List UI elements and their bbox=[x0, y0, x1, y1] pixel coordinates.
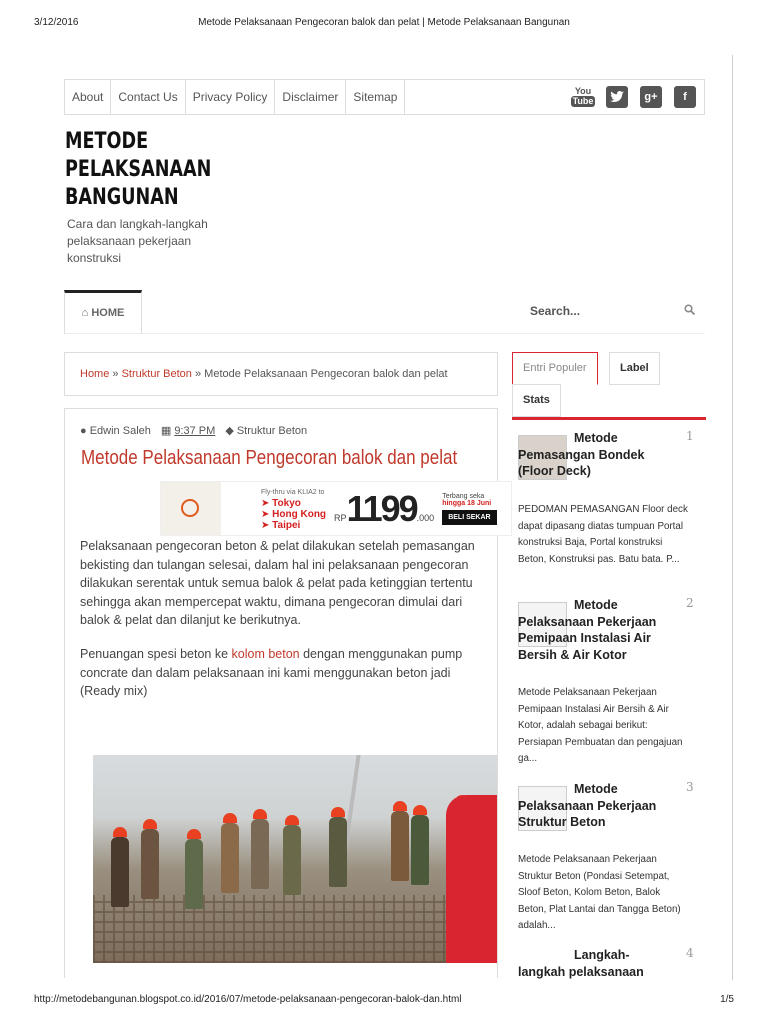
post-paragraph-2: Penuangan spesi beton ke kolom beton dengan menggunakan pump concrate dan dalam pelaksanaan ini kami menggunakan beton jadi (Ready mix) bbox=[80, 647, 463, 698]
youtube-icon[interactable]: You Tube bbox=[572, 86, 594, 106]
tab-stats[interactable]: Stats bbox=[512, 384, 561, 417]
nav-link-contact[interactable]: Contact Us bbox=[111, 80, 185, 114]
breadcrumb-category[interactable]: Struktur Beton bbox=[121, 368, 192, 380]
post-meta bbox=[80, 424, 307, 437]
print-page-number: 1/5 bbox=[720, 994, 734, 1005]
tab-entri-populer[interactable]: Entri Populer bbox=[512, 352, 598, 385]
popular-post-excerpt: Metode Pelaksanaan Pekerjaan Pemipaan Instalasi Air Bersih & Air Kotor, adalah sebagai berikut: Persiapan Pembuatan dan pengajuan ga... bbox=[518, 687, 683, 764]
popular-post-title[interactable]: Langkah-langkah pelaksanaan bbox=[518, 948, 644, 979]
main-navigation bbox=[64, 290, 705, 334]
popular-rank: 2 bbox=[686, 596, 694, 610]
breadcrumb-current: Metode Pelaksanaan Pengecoran balok dan pelat bbox=[204, 368, 448, 380]
top-navigation bbox=[64, 79, 705, 115]
nav-link-sitemap[interactable]: Sitemap bbox=[346, 80, 405, 114]
ad-cta: Terbang seka hingga 18 Juni BELI SEKAR bbox=[442, 493, 496, 525]
popular-rank: 4 bbox=[686, 946, 694, 960]
popular-rank: 1 bbox=[686, 429, 694, 443]
heart-icon bbox=[181, 499, 199, 517]
calendar-icon: ▦ bbox=[160, 425, 172, 437]
twitter-icon[interactable] bbox=[606, 86, 628, 108]
popular-post-excerpt: Metode Pelaksanaan Pekerjaan Struktur Beton (Pondasi Setempat, Sloof Beton, Kolom Beton, Balok Beton, Plat Lantai dan Tangga Beton) adalah... bbox=[518, 854, 681, 931]
tag-icon: ◆ bbox=[225, 425, 234, 437]
site-tagline: Cara dan langkah-langkah pelaksanaan pekerjaan konstruksi bbox=[67, 217, 208, 265]
facebook-icon[interactable]: f bbox=[674, 86, 696, 108]
page-edge-divider bbox=[732, 55, 733, 980]
popular-post-title[interactable]: Metode Pemasangan Bondek (Floor Deck) bbox=[518, 431, 645, 478]
breadcrumb: Home » Struktur Beton » Metode Pelaksanaan Pengecoran balok dan pelat bbox=[64, 352, 498, 396]
nav-link-about[interactable]: About bbox=[65, 80, 111, 114]
search-icon[interactable] bbox=[684, 304, 695, 318]
nav-link-privacy[interactable]: Privacy Policy bbox=[186, 80, 276, 114]
nav-link-disclaimer[interactable]: Disclaimer bbox=[275, 80, 346, 114]
popular-post-title[interactable]: Metode Pelaksanaan Pekerjaan Pemipaan Instalasi Air Bersih & Air Kotor bbox=[518, 598, 657, 662]
post-time[interactable]: ▦ 9:37 PM bbox=[160, 425, 216, 437]
social-links bbox=[572, 80, 704, 114]
search-input[interactable]: Search... bbox=[530, 301, 695, 321]
print-header bbox=[0, 17, 768, 31]
popular-rank: 3 bbox=[686, 780, 694, 794]
popular-post-excerpt: PEDOMAN PEMASANGAN Floor deck dapat dipasang diatas tumpuan Portal konstruksi Baja, Portal konstruksi Beton, Konstruksi pas. Batu bata. P... bbox=[518, 504, 688, 565]
print-url: http://metodebangunan.blogspot.co.id/2016/07/metode-pelaksanaan-pengecoran-balok-dan.html bbox=[34, 994, 462, 1005]
kolom-beton-link[interactable]: kolom beton bbox=[231, 647, 300, 661]
ad-routes: Fly-thru via KLIA2 to ➤ Tokyo ➤ Hong Kong ➤ Taipei bbox=[261, 488, 327, 531]
post-photo bbox=[93, 755, 498, 963]
print-date: 3/12/2016 bbox=[34, 17, 79, 28]
post-title: Metode Pelaksanaan Pengecoran balok dan pelat bbox=[81, 447, 458, 469]
breadcrumb-home[interactable]: Home bbox=[80, 368, 110, 380]
home-icon: ⌂ bbox=[81, 307, 89, 319]
ad-buy-button[interactable]: BELI SEKAR bbox=[442, 510, 496, 525]
site-title[interactable]: METODE PELAKSANAAN BANGUNAN bbox=[65, 129, 212, 210]
airline-ad-banner[interactable] bbox=[160, 481, 512, 536]
author[interactable]: ● Edwin Saleh bbox=[80, 424, 151, 437]
popular-post-title[interactable]: Metode Pelaksanaan Pekerjaan Struktur Beton bbox=[518, 782, 657, 829]
google-plus-icon[interactable]: g+ bbox=[640, 86, 662, 108]
user-icon: ● bbox=[80, 424, 87, 437]
ad-map-graphic bbox=[161, 481, 221, 536]
ad-price: RP 1199 .000 bbox=[334, 487, 435, 529]
post-paragraph-1: Pelaksanaan pengecoran beton & pelat dilakukan setelah pemasangan bekisting dan tulangan selesai, dalam hal ini pelaksanaan pengecoran dilakukan serentak untuk semua balok & pelat pada ketinggian tertentu sehingga akan mempercepat waktu, dimana pengecoran dimulai dari balok & pelat dan dilanjut ke berikutnya. bbox=[80, 539, 475, 627]
tab-label[interactable]: Label bbox=[609, 352, 660, 385]
sidebar-tabs bbox=[512, 352, 706, 420]
post-label[interactable]: ◆ Struktur Beton bbox=[225, 425, 308, 437]
print-page-title: Metode Pelaksanaan Pengecoran balok dan pelat | Metode Pelaksanaan Bangunan bbox=[198, 17, 570, 28]
nav-home[interactable]: ⌂ HOME bbox=[64, 290, 142, 334]
